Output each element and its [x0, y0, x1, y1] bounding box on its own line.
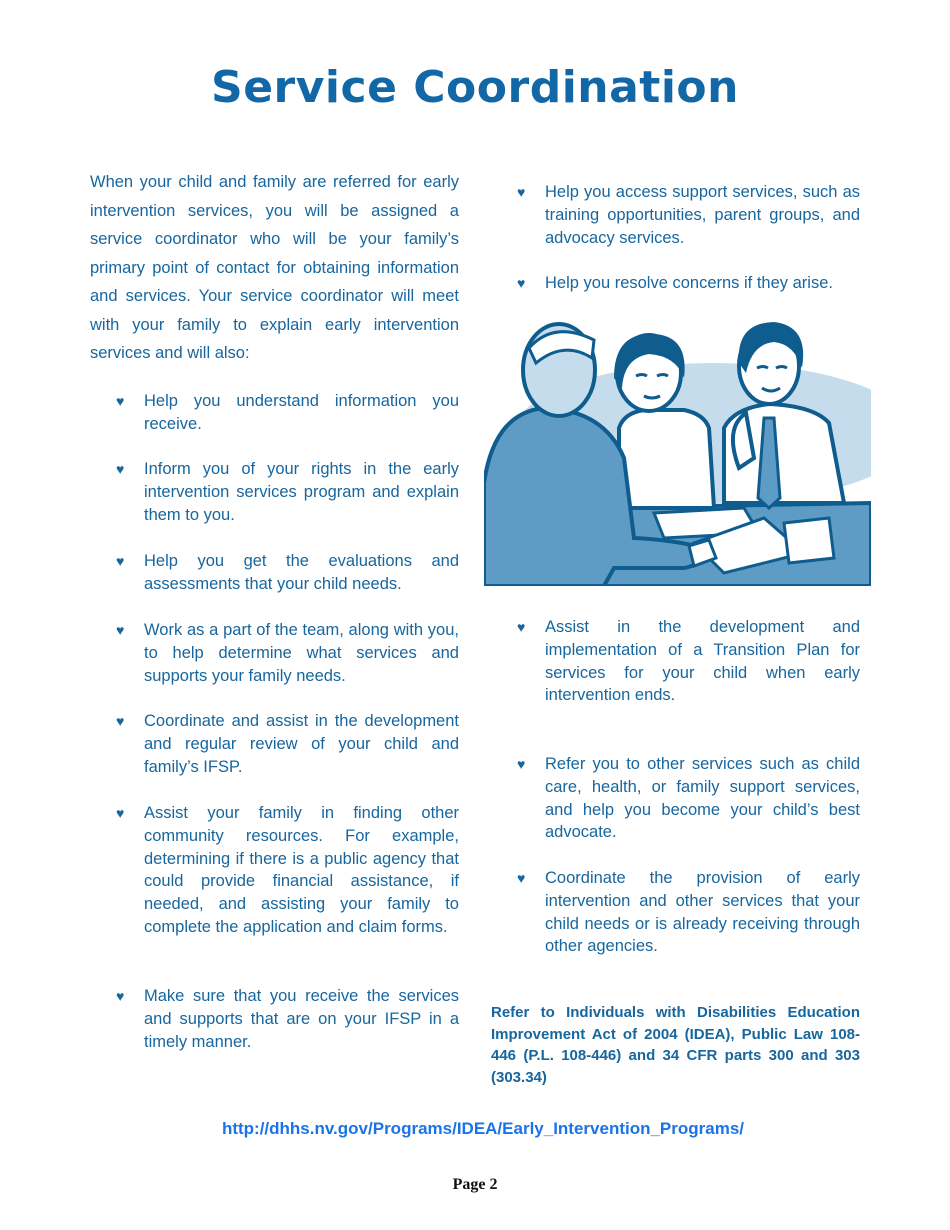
list-item: ♥ Help you get the evaluations and assessments that your child needs. [116, 552, 459, 593]
meeting-illustration [484, 318, 871, 586]
heart-bullet-icon: ♥ [116, 805, 125, 821]
list-item: ♥ Make sure that you receive the services and supports that are on your IFSP in a timely manner. [116, 987, 459, 1051]
list-item: ♥ Assist your family in finding other community resources. For example, determining if there is a public agency that could provide financial assistance, if needed, and assisting your family to complete the application and claim forms. [116, 804, 459, 936]
paper [784, 518, 834, 563]
legal-reference: Refer to Individuals with Disabilities Education Improvement Act of 2004 (IDEA), Public Law 108-446 (P.L. 108-446) and 34 CFR parts 300 and 303 (303.34) [491, 1004, 860, 1086]
heart-bullet-icon: ♥ [517, 870, 526, 886]
list-item: ♥ Coordinate the provision of early intervention and other services that your child needs or is already receiving through other agencies. [517, 869, 860, 956]
heart-bullet-icon: ♥ [517, 619, 526, 635]
list-item: ♥ Help you resolve concerns if they arise. [517, 272, 860, 295]
heart-bullet-icon: ♥ [116, 988, 125, 1004]
heart-bullet-icon: ♥ [517, 275, 526, 291]
heart-bullet-icon: ♥ [116, 393, 125, 409]
heart-bullet-icon: ♥ [116, 622, 125, 638]
page-title: Service Coordination [211, 62, 739, 113]
list-item: ♥ Help you understand information you receive. [116, 392, 459, 433]
list-item: ♥ Assist in the development and implementation of a Transition Plan for services for your child when early intervention ends. [517, 618, 860, 705]
list-item: ♥ Inform you of your rights in the early intervention services program and explain them to you. [116, 460, 459, 524]
list-item: ♥ Refer you to other services such as child care, health, or family support services, and help you become your child’s best advocate. [517, 755, 860, 842]
heart-bullet-icon: ♥ [517, 756, 526, 772]
heart-bullet-icon: ♥ [517, 184, 526, 200]
intro-paragraph: When your child and family are referred for early intervention services, you will be assigned a service coordinator who will be your family’s primary point of contact for obtaining information and services. Your service coordinator will meet with your family to explain early intervention services and will also: [90, 173, 459, 362]
list-item: ♥ Coordinate and assist in the development and regular review of your child and family’s IFSP. [116, 712, 459, 776]
page-number: Page 2 [452, 1176, 498, 1193]
list-item: ♥ Help you access support services, such as training opportunities, parent groups, and advocacy services. [517, 183, 860, 247]
list-item: ♥ Work as a part of the team, along with you, to help determine what services and supports your family needs. [116, 621, 459, 685]
heart-bullet-icon: ♥ [116, 713, 125, 729]
heart-bullet-icon: ♥ [116, 553, 125, 569]
heart-bullet-icon: ♥ [116, 461, 125, 477]
program-website-link[interactable]: http://dhhs.nv.gov/Programs/IDEA/Early_Intervention_Programs/ [221, 1119, 745, 1138]
